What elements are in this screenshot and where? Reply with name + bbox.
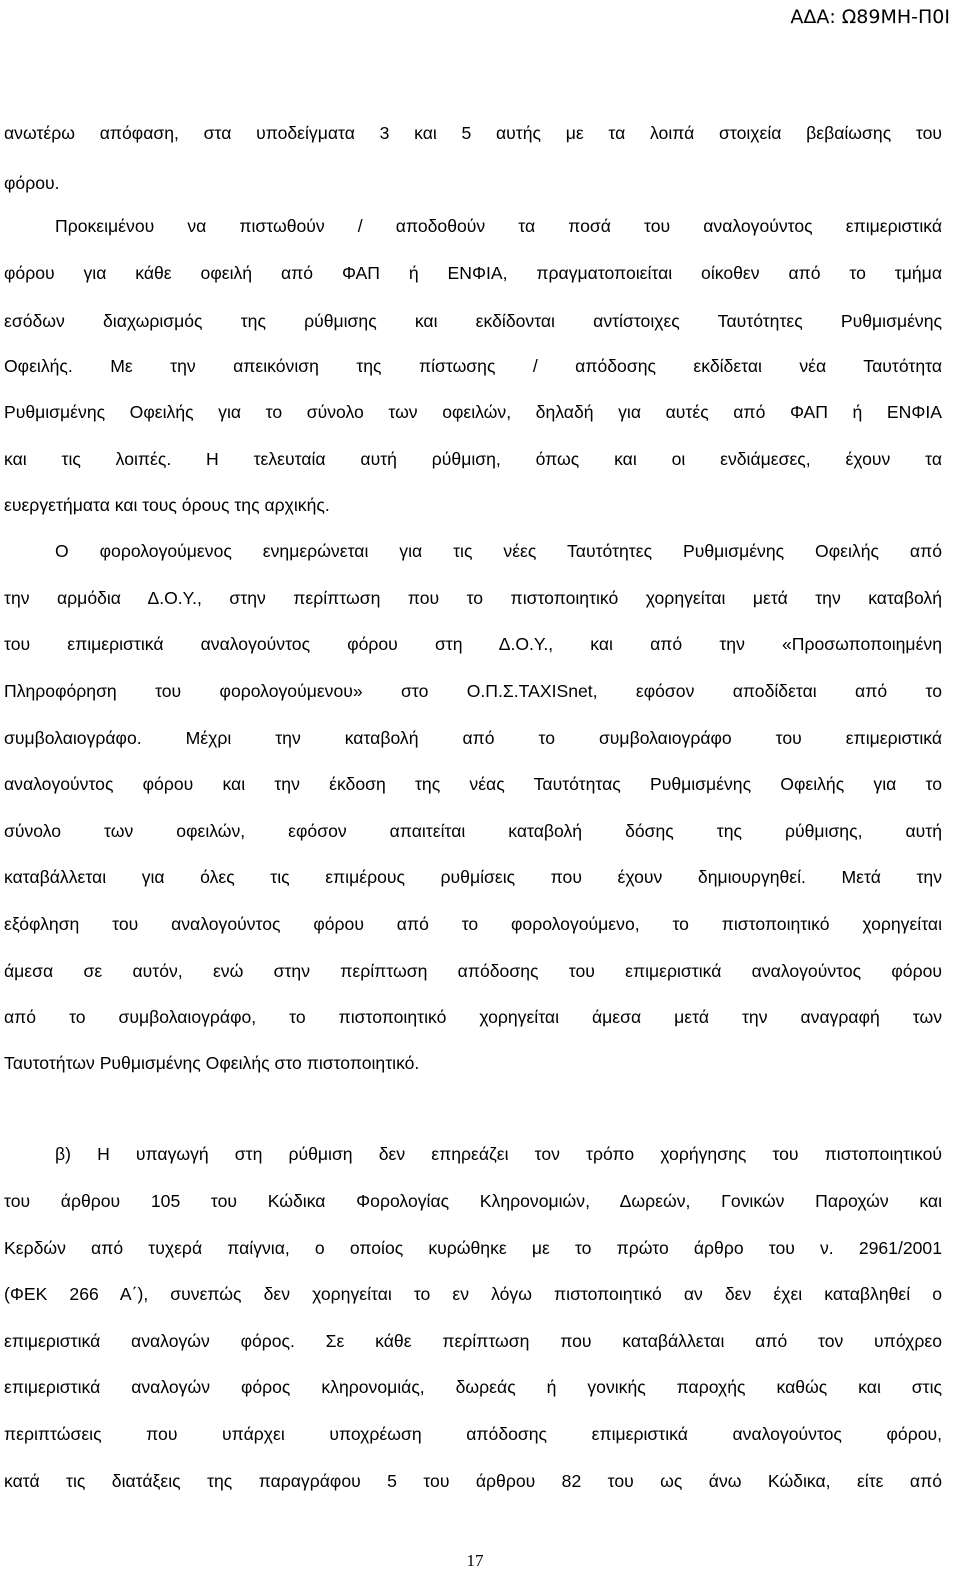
text-line: κατά τις διατάξεις της παραγράφου 5 του άρθρου 82 του ως άνω Κώδικα, είτε από [4, 1471, 942, 1491]
text-line: ανωτέρω απόφαση, στα υποδείγματα 3 και 5 αυτής με τα λοιπά στοιχεία βεβαίωσης του [4, 123, 942, 143]
text-line: περιπτώσεις που υπάρχει υποχρέωση απόδοσης επιμεριστικά αναλογούντος φόρου, [4, 1424, 942, 1444]
text-line: του επιμεριστικά αναλογούντος φόρου στη Δ.Ο.Υ., και από την «Προσωποποιημένη [4, 634, 942, 654]
text-line: συμβολαιογράφο. Μέχρι την καταβολή από το συμβολαιογράφο του επιμεριστικά [4, 728, 942, 748]
text-line: επιμεριστικά αναλογών φόρος κληρονομιάς, δωρεάς ή γονικής παροχής καθώς και στις [4, 1377, 942, 1397]
text-line: καταβάλλεται για όλες τις επιμέρους ρυθμίσεις που έχουν δημιουργηθεί. Μετά την [4, 867, 942, 887]
page-number: 17 [466, 1551, 484, 1570]
text-line: σύνολο των οφειλών, εφόσον απαιτείται καταβολή δόσης της ρύθμισης, αυτή [4, 821, 942, 841]
text-line: την αρμόδια Δ.Ο.Υ., στην περίπτωση που το πιστοποιητικό χορηγείται μετά την καταβολή [4, 588, 942, 608]
text-line: φόρου για κάθε οφειλή από ΦΑΠ ή ΕΝΦΙΑ, πραγματοποιείται οίκοθεν από το τμήμα [4, 263, 942, 283]
text-line: ευεργετήματα και τους όρους της αρχικής. [4, 495, 330, 515]
text-line: εξόφληση του αναλογούντος φόρου από το φορολογούμενο, το πιστοποιητικό χορηγείται [4, 914, 942, 934]
text-line: Οφειλής. Με την απεικόνιση της πίστωσης / απόδοσης εκδίδεται νέα Ταυτότητα [4, 356, 942, 376]
text-line: και τις λοιπές. Η τελευταία αυτή ρύθμιση, όπως και οι ενδιάμεσες, έχουν τα [4, 449, 942, 469]
text-line: Κερδών από τυχερά παίγνια, ο οποίος κυρώθηκε με το πρώτο άρθρο του ν. 2961/2001 [4, 1238, 942, 1258]
text-line: Ο φορολογούμενος ενημερώνεται για τις νέες Ταυτότητες Ρυθμισμένης Οφειλής από [55, 541, 942, 561]
text-line: του άρθρου 105 του Κώδικα Φορολογίας Κληρονομιών, Δωρεών, Γονικών Παροχών και [4, 1191, 942, 1211]
text-line: εσόδων διαχωρισμός της ρύθμισης και εκδίδονται αντίστοιχες Ταυτότητες Ρυθμισμένης [4, 311, 942, 331]
text-line: Προκειμένου να πιστωθούν / αποδοθούν τα ποσά του αναλογούντος επιμεριστικά [55, 216, 942, 236]
text-line: Πληροφόρηση του φορολογούμενου» στο Ο.Π.Σ.TAXISnet, εφόσον αποδίδεται από το [4, 681, 942, 701]
text-line: (ΦΕΚ 266 Α΄), συνεπώς δεν χορηγείται το εν λόγω πιστοποιητικό αν δεν έχει καταβληθεί ο [4, 1284, 942, 1304]
text-line: από το συμβολαιογράφο, το πιστοποιητικό χορηγείται άμεσα μετά την αναγραφή των [4, 1007, 942, 1027]
text-line: άμεσα σε αυτόν, ενώ στην περίπτωση απόδοσης του επιμεριστικά αναλογούντος φόρου [4, 961, 942, 981]
text-line: αναλογούντος φόρου και την έκδοση της νέας Ταυτότητας Ρυθμισμένης Οφειλής για το [4, 774, 942, 794]
text-line: επιμεριστικά αναλογών φόρος. Σε κάθε περίπτωση που καταβάλλεται από τον υπόχρεο [4, 1331, 942, 1351]
text-line: Ταυτοτήτων Ρυθμισμένης Οφειλής στο πιστοποιητικό. [4, 1053, 420, 1073]
document-id-header: ΑΔΑ: Ω89ΜΗ-Π0Ι [790, 6, 950, 28]
text-line: β) Η υπαγωγή στη ρύθμιση δεν επηρεάζει τον τρόπο χορήγησης του πιστοποιητικού [55, 1144, 942, 1164]
text-line: Ρυθμισμένης Οφειλής για το σύνολο των οφειλών, δηλαδή για αυτές από ΦΑΠ ή ΕΝΦΙΑ [4, 402, 942, 422]
text-line: φόρου. [4, 173, 60, 193]
